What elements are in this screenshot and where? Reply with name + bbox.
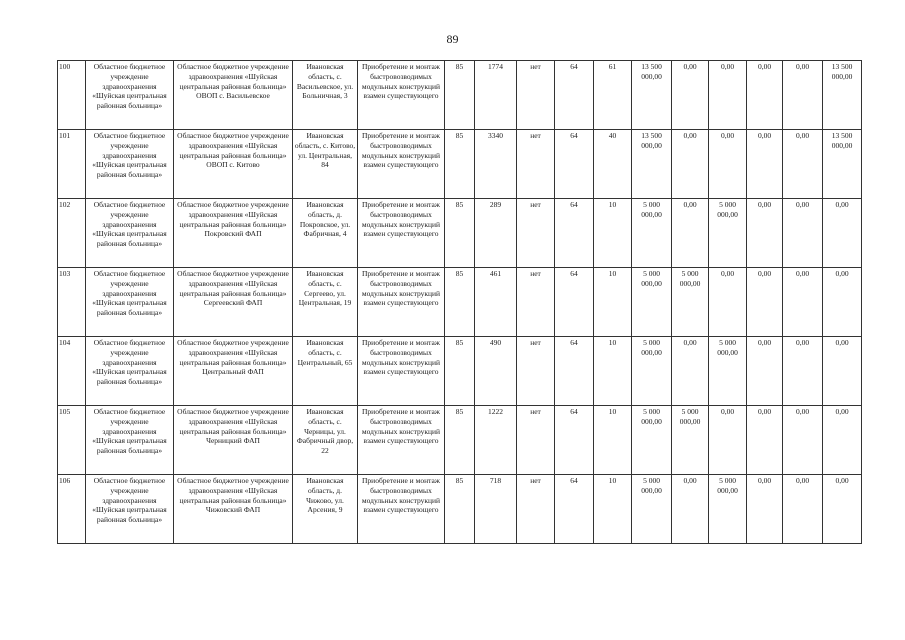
row-number-cell: 104	[58, 337, 86, 406]
value-cell-7: нет	[517, 199, 555, 268]
object-name-cell: Областное бюджетное учреждение здравоохранения «Шуйская центральная районная больница» ОВОП с. Китово	[174, 130, 293, 199]
customer-cell: Областное бюджетное учреждение здравоохранения «Шуйская центральная районная больница»	[86, 199, 174, 268]
address-cell: Ивановская область, с. Черницы, ул. Фабричный двор, 22	[293, 406, 358, 475]
amount-cell-15: 13 500 000,00	[823, 130, 862, 199]
work-type-cell: Приобретение и монтаж быстровозводимых модульных конструкций взамен существующего	[358, 337, 445, 406]
amount-cell-12: 0,00	[709, 406, 747, 475]
value-cell-7: нет	[517, 130, 555, 199]
work-type-cell: Приобретение и монтаж быстровозводимых модульных конструкций взамен существующего	[358, 61, 445, 130]
table-row	[58, 199, 862, 268]
value-cell-8: 64	[555, 337, 594, 406]
amount-cell-15: 0,00	[823, 337, 862, 406]
amount-cell-15: 0,00	[823, 406, 862, 475]
amount-cell-13: 0,00	[747, 199, 783, 268]
table-row	[58, 130, 862, 199]
value-cell-7: нет	[517, 61, 555, 130]
value-cell-8: 64	[555, 406, 594, 475]
facilities-table	[57, 60, 862, 544]
object-name-cell: Областное бюджетное учреждение здравоохранения «Шуйская центральная районная больница» Чижовский ФАП	[174, 475, 293, 544]
value-cell-8: 64	[555, 130, 594, 199]
value-cell-9: 10	[594, 475, 632, 544]
customer-cell: Областное бюджетное учреждение здравоохранения «Шуйская центральная районная больница»	[86, 268, 174, 337]
value-cell-7: нет	[517, 406, 555, 475]
row-number-cell: 106	[58, 475, 86, 544]
amount-cell-13: 0,00	[747, 406, 783, 475]
amount-cell-12: 5 000 000,00	[709, 475, 747, 544]
customer-cell: Областное бюджетное учреждение здравоохранения «Шуйская центральная районная больница»	[86, 337, 174, 406]
address-cell: Ивановская область, с. Центральный, 65	[293, 337, 358, 406]
amount-cell-14: 0,00	[783, 406, 823, 475]
value-cell-8: 64	[555, 475, 594, 544]
amount-cell-15: 13 500 000,00	[823, 61, 862, 130]
value-cell-9: 10	[594, 406, 632, 475]
amount-cell-13: 0,00	[747, 475, 783, 544]
amount-cell-13: 0,00	[747, 61, 783, 130]
amount-cell-11: 0,00	[672, 199, 709, 268]
value-cell-9: 10	[594, 337, 632, 406]
amount-cell-12: 0,00	[709, 268, 747, 337]
value-cell-5: 85	[445, 199, 475, 268]
customer-cell: Областное бюджетное учреждение здравоохранения «Шуйская центральная районная больница»	[86, 61, 174, 130]
object-name-cell: Областное бюджетное учреждение здравоохранения «Шуйская центральная районная больница» Черницкий ФАП	[174, 406, 293, 475]
value-cell-7: нет	[517, 268, 555, 337]
value-cell-6: 718	[475, 475, 517, 544]
row-number-cell: 105	[58, 406, 86, 475]
address-cell: Ивановская область, д. Чижово, ул. Арсения, 9	[293, 475, 358, 544]
table-row	[58, 406, 862, 475]
amount-cell-11: 5 000 000,00	[672, 268, 709, 337]
customer-cell: Областное бюджетное учреждение здравоохранения «Шуйская центральная районная больница»	[86, 475, 174, 544]
value-cell-5: 85	[445, 406, 475, 475]
amount-cell-12: 0,00	[709, 61, 747, 130]
work-type-cell: Приобретение и монтаж быстровозводимых модульных конструкций взамен существующего	[358, 406, 445, 475]
table-row	[58, 61, 862, 130]
amount-cell-14: 0,00	[783, 199, 823, 268]
amount-cell-13: 0,00	[747, 268, 783, 337]
work-type-cell: Приобретение и монтаж быстровозводимых модульных конструкций взамен существующего	[358, 268, 445, 337]
address-cell: Ивановская область, с. Васильевское, ул. Больничная, 3	[293, 61, 358, 130]
customer-cell: Областное бюджетное учреждение здравоохранения «Шуйская центральная районная больница»	[86, 130, 174, 199]
address-cell: Ивановская область, д. Покровское, ул. Фабричная, 4	[293, 199, 358, 268]
page-number: 89	[446, 32, 459, 46]
table-row	[58, 475, 862, 544]
row-number-cell: 101	[58, 130, 86, 199]
amount-cell-11: 0,00	[672, 130, 709, 199]
address-cell: Ивановская область, с. Китово, ул. Центральная, 84	[293, 130, 358, 199]
amount-cell-14: 0,00	[783, 61, 823, 130]
customer-cell: Областное бюджетное учреждение здравоохранения «Шуйская центральная районная больница»	[86, 406, 174, 475]
value-cell-7: нет	[517, 475, 555, 544]
amount-cell-13: 0,00	[747, 130, 783, 199]
work-type-cell: Приобретение и монтаж быстровозводимых модульных конструкций взамен существующего	[358, 475, 445, 544]
value-cell-9: 40	[594, 130, 632, 199]
amount-cell-11: 5 000 000,00	[672, 406, 709, 475]
value-cell-9: 10	[594, 199, 632, 268]
amount-cell-12: 5 000 000,00	[709, 199, 747, 268]
object-name-cell: Областное бюджетное учреждение здравоохранения «Шуйская центральная районная больница» Покровский ФАП	[174, 199, 293, 268]
value-cell-5: 85	[445, 61, 475, 130]
amount-cell-10: 13 500 000,00	[632, 130, 672, 199]
value-cell-6: 289	[475, 199, 517, 268]
object-name-cell: Областное бюджетное учреждение здравоохранения «Шуйская центральная районная больница» Центральный ФАП	[174, 337, 293, 406]
amount-cell-15: 0,00	[823, 475, 862, 544]
amount-cell-10: 5 000 000,00	[632, 337, 672, 406]
object-name-cell: Областное бюджетное учреждение здравоохранения «Шуйская центральная районная больница» ОВОП с. Васильевское	[174, 61, 293, 130]
value-cell-5: 85	[445, 337, 475, 406]
amount-cell-10: 13 500 000,00	[632, 61, 672, 130]
value-cell-6: 490	[475, 337, 517, 406]
work-type-cell: Приобретение и монтаж быстровозводимых модульных конструкций взамен существующего	[358, 130, 445, 199]
value-cell-6: 461	[475, 268, 517, 337]
value-cell-6: 1774	[475, 61, 517, 130]
amount-cell-12: 0,00	[709, 130, 747, 199]
table-row	[58, 337, 862, 406]
amount-cell-15: 0,00	[823, 268, 862, 337]
amount-cell-14: 0,00	[783, 268, 823, 337]
table-row	[58, 268, 862, 337]
amount-cell-10: 5 000 000,00	[632, 406, 672, 475]
value-cell-9: 61	[594, 61, 632, 130]
amount-cell-14: 0,00	[783, 130, 823, 199]
amount-cell-10: 5 000 000,00	[632, 475, 672, 544]
amount-cell-15: 0,00	[823, 199, 862, 268]
value-cell-5: 85	[445, 475, 475, 544]
amount-cell-10: 5 000 000,00	[632, 268, 672, 337]
value-cell-5: 85	[445, 268, 475, 337]
row-number-cell: 102	[58, 199, 86, 268]
amount-cell-12: 5 000 000,00	[709, 337, 747, 406]
amount-cell-14: 0,00	[783, 337, 823, 406]
row-number-cell: 103	[58, 268, 86, 337]
value-cell-6: 1222	[475, 406, 517, 475]
amount-cell-14: 0,00	[783, 475, 823, 544]
amount-cell-13: 0,00	[747, 337, 783, 406]
amount-cell-11: 0,00	[672, 475, 709, 544]
value-cell-6: 3340	[475, 130, 517, 199]
value-cell-9: 10	[594, 268, 632, 337]
value-cell-8: 64	[555, 61, 594, 130]
amount-cell-10: 5 000 000,00	[632, 199, 672, 268]
work-type-cell: Приобретение и монтаж быстровозводимых модульных конструкций взамен существующего	[358, 199, 445, 268]
object-name-cell: Областное бюджетное учреждение здравоохранения «Шуйская центральная районная больница» Сергеевский ФАП	[174, 268, 293, 337]
row-number-cell: 100	[58, 61, 86, 130]
table-body	[58, 61, 862, 544]
value-cell-7: нет	[517, 337, 555, 406]
amount-cell-11: 0,00	[672, 337, 709, 406]
value-cell-8: 64	[555, 199, 594, 268]
address-cell: Ивановская область, с. Сергеево, ул. Центральная, 19	[293, 268, 358, 337]
amount-cell-11: 0,00	[672, 61, 709, 130]
value-cell-5: 85	[445, 130, 475, 199]
value-cell-8: 64	[555, 268, 594, 337]
